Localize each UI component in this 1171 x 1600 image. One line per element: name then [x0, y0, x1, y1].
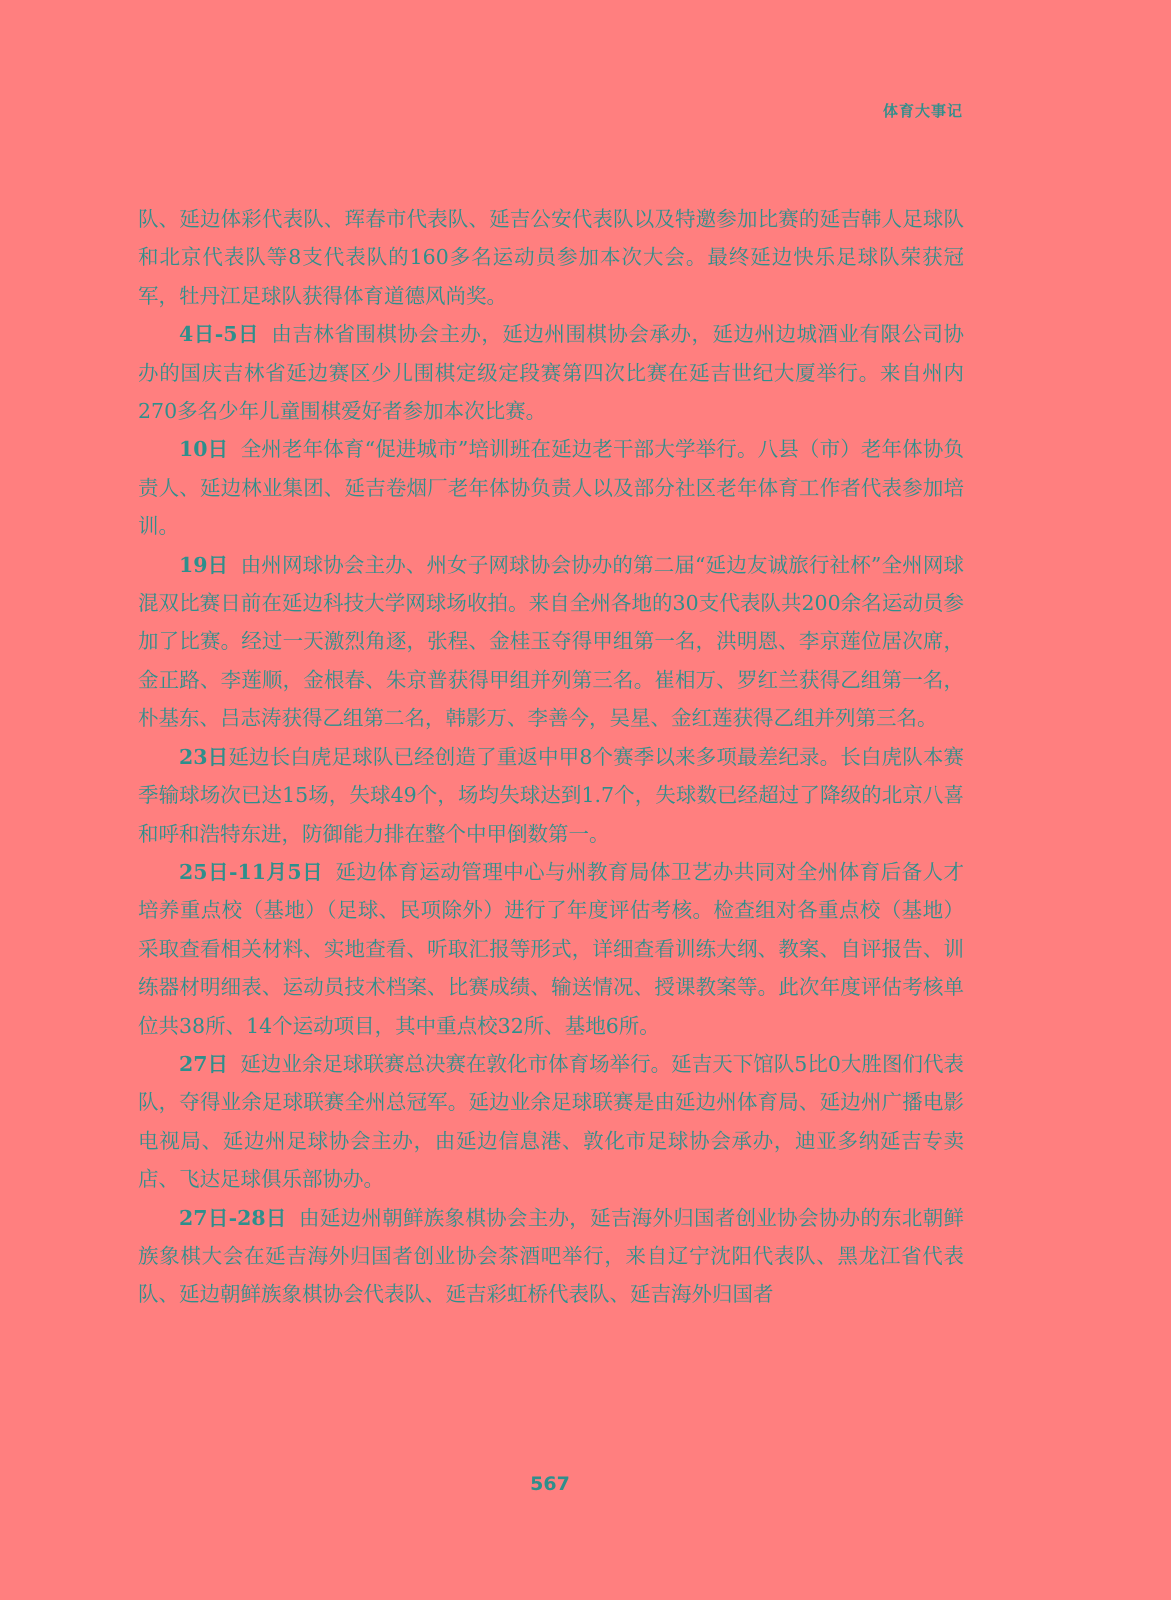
entry-date: 27日-28日 [179, 1205, 287, 1230]
entry-text: 由延边州朝鲜族象棋协会主办，延吉海外归国者创业协会协办的东北朝鲜族象棋大会在延吉海外归国者创业协会茶酒吧举行，来自辽宁沈阳代表队、黑龙江省代表队、延边朝鲜族象棋协会代表队、延吉彩虹桥代表队、延吉海外归国者 [138, 1205, 964, 1307]
entry-date: 4日-5日 [179, 322, 260, 347]
entry-date: 19日 [179, 552, 229, 577]
entry-text: 全州老年体育“促进城市”培训班在延边老干部大学举行。八县（市）老年体协负责人、延边林业集团、延吉卷烟厂老年体协负责人以及部分社区老年体育工作者代表参加培训。 [138, 437, 964, 539]
entry-text: 延边长白虎足球队已经创造了重返中甲8个赛季以来多项最差纪录。长白虎队本赛季输球场次已达15场，失球49个，场均失球达到1.7个，失球数已经超过了降级的北京八喜和呼和浩特东进，防御能力排在整个中甲倒数第一。 [138, 744, 964, 846]
entry-text: 由州网球协会主办、州女子网球协会协办的第二届“延边友诚旅行社杯”全州网球混双比赛日前在延边科技大学网球场收拍。来自全州各地的30支代表队共200余名运动员参加了比赛。经过一天激烈角逐，张程、金桂玉夺得甲组第一名，洪明恩、李京莲位居次席，金正路、李莲顺，金根春、朱京普获得甲组并列第三名。崔相万、罗红兰获得乙组第一名，朴基东、吕志涛获得乙组第二名，韩影万、李善今，吴星、金红莲获得乙组并列第三名。 [138, 552, 964, 731]
entry-paragraph [138, 430, 964, 545]
paragraph-continued [138, 200, 964, 315]
entry-date: 27日 [179, 1051, 229, 1076]
page-number: 567 [530, 1473, 570, 1495]
entry-text: 延边体育运动管理中心与州教育局体卫艺办共同对全州体育后备人才培养重点校（基地）（足球、民项除外）进行了年度评估考核。检查组对各重点校（基地）采取查看相关材料、实地查看、听取汇报等形式，详细查看训练大纲、教案、自评报告、训练器材明细表、运动员技术档案、比赛成绩、输送情况、授课教案等。此次年度评估考核单位共38所、14个运动项目，其中重点校32所、基地6所。 [138, 859, 965, 1038]
entry-paragraph [138, 1199, 964, 1314]
entry-paragraph [138, 315, 964, 430]
entry-text: 延边业余足球联赛总决赛在敦化市体育场举行。延吉天下馆队5比0大胜图们代表队，夺得业余足球联赛全州总冠军。延边业余足球联赛是由延边州体育局、延边州广播电影电视局、延边州足球协会主办，由延边信息港、敦化市足球协会承办，迪亚多纳延吉专卖店、飞达足球俱乐部协办。 [138, 1051, 964, 1192]
entry-paragraph [138, 853, 964, 1045]
body-text [138, 200, 964, 1314]
entry-text: 由吉林省围棋协会主办，延边州围棋协会承办，延边州边城酒业有限公司协办的国庆吉林省延边赛区少儿围棋定级定段赛第四次比赛在延吉世纪大厦举行。来自州内270多名少年儿童围棋爱好者参加本次比赛。 [138, 322, 964, 424]
entry-paragraph [138, 546, 964, 738]
entry-date: 23日 [179, 744, 229, 769]
entry-date: 25日-11月5日 [179, 859, 324, 884]
running-header: 体育大事记 [882, 102, 963, 120]
entry-date: 10日 [179, 437, 229, 462]
entry-paragraph [138, 738, 964, 853]
paragraph-text: 队、延边体彩代表队、珲春市代表队、延吉公安代表队以及特邀参加比赛的延吉韩人足球队和北京代表队等8支代表队的160多名运动员参加本次大会。最终延边快乐足球队荣获冠军，牡丹江足球队获得体育道德风尚奖。 [138, 207, 964, 308]
entry-paragraph [138, 1045, 964, 1199]
